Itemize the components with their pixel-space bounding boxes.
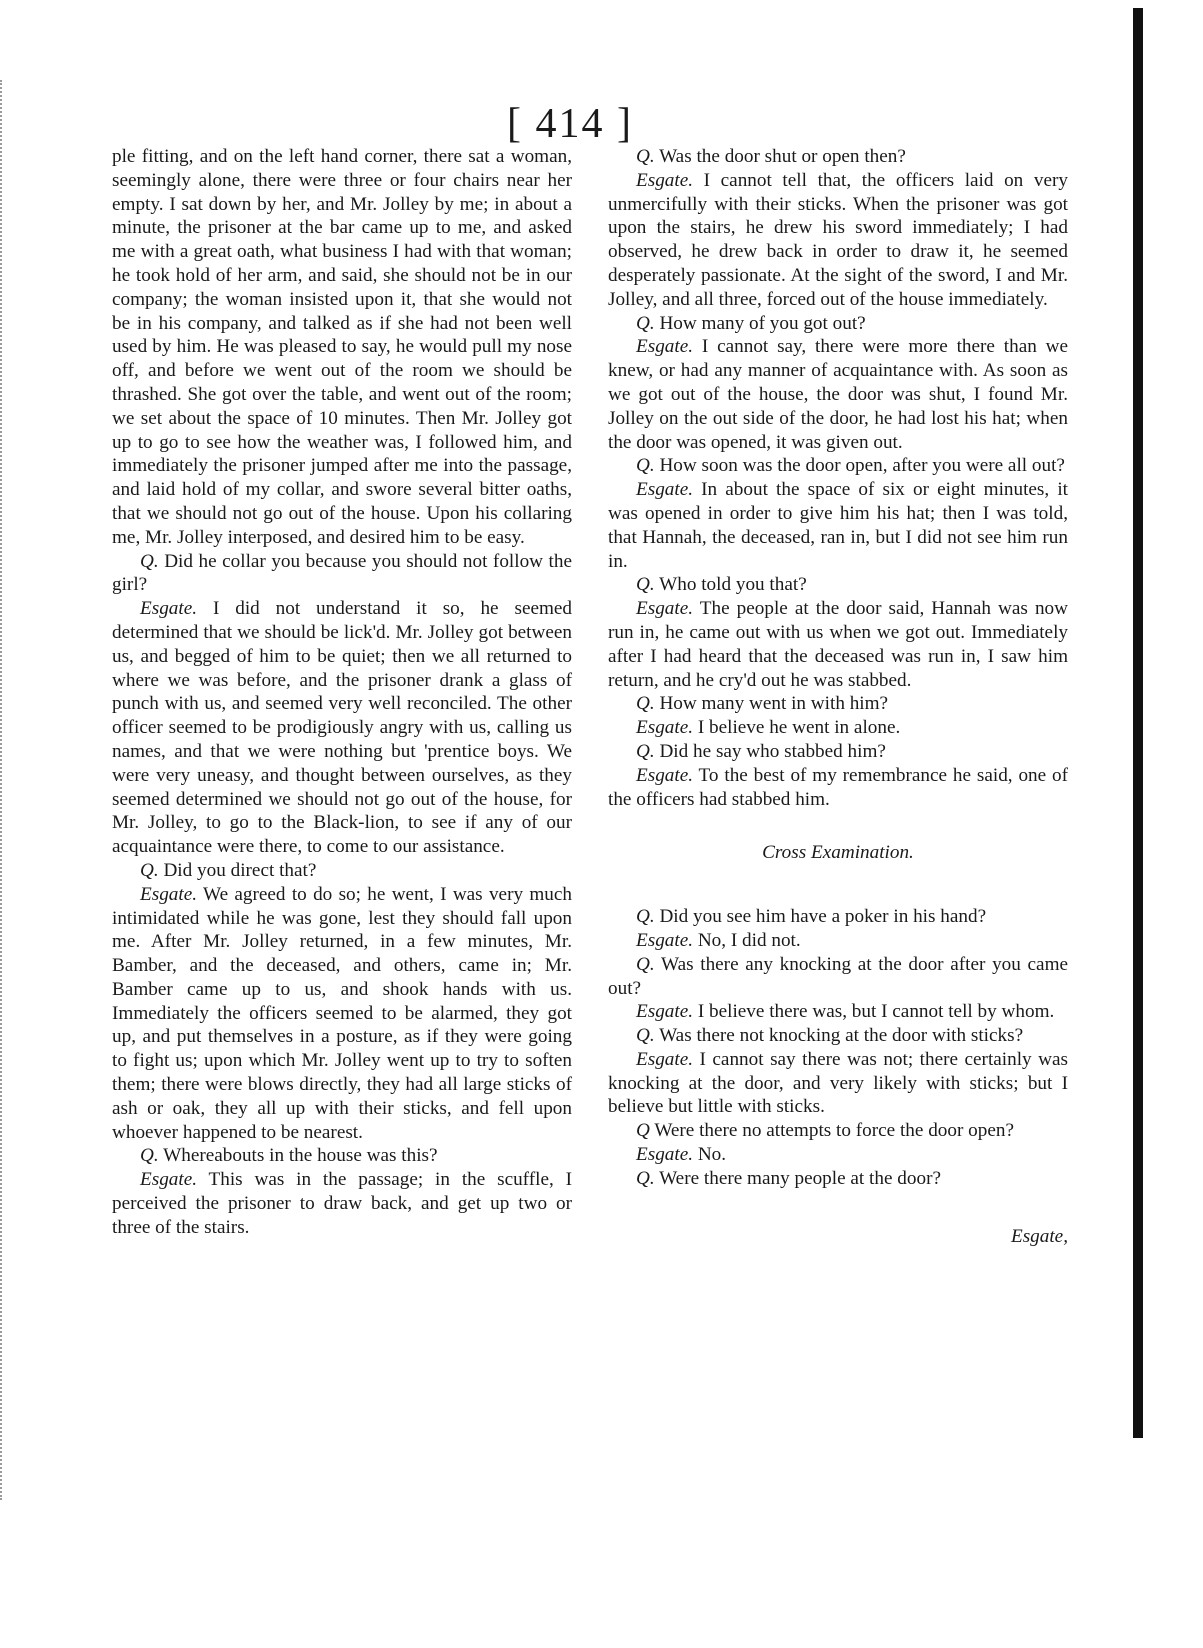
paragraph-text: No, I did not. [697,929,801,951]
right-edge-rule [1133,8,1143,1438]
paragraph-text: Did you see him have a poker in his hand? [659,906,987,928]
speaker-label: Esgate. [636,717,694,739]
paragraph-text: The people at the door said, Hannah was now run in, he came out with us when we got out. Immediately after I had heard that the deceased was run in, I saw him return, and he cry'd out he was stabbed. [608,598,1069,691]
section-heading [608,841,1068,865]
speaker-label: Q. [636,1025,655,1047]
speaker-label: Q. [636,455,655,477]
speaker-label: Esgate. [140,883,198,905]
speaker-label: Q. [140,1145,159,1167]
speaker-label: Esgate. [636,479,694,501]
paragraph-text: I believe he went in alone. [697,717,901,739]
paragraph-text: I cannot say there was not; there certainly was knocking at the door, and very likely with sticks; but I believe but little with sticks. [608,1048,1068,1118]
testimony-paragraph [608,692,1068,716]
paragraph-text: Was there any knocking at the door after you came out? [608,953,1069,999]
speaker-label: Esgate. [636,1048,694,1070]
testimony-paragraph [112,550,572,598]
speaker-label: Q. [140,859,159,881]
paragraph-text: No. [697,1144,727,1166]
testimony-paragraph [608,1048,1068,1119]
testimony-paragraph [608,716,1068,740]
speaker-label: Q. [636,740,655,762]
paragraph-text: I believe there was, but I cannot tell by whom. [697,1001,1055,1023]
speaker-label: Q. [636,693,655,715]
speaker-label: Q. [636,953,655,975]
paragraph-text: I did not understand it so, he seemed determined that we should be lick'd. Mr. Jolley got between us, and begged of him to be quiet; then we all returned to where we was before, and the prisoner drank a glass of punch with us, and seemed very well reconciled. The other officer seemed to be prodigiously angry with us, calling us names, and that we were nothing but 'prentice boys. We were very uneasy, and thought between ourselves, as they seemed determined we should not go out of the house, for Mr. Jolley, to go to the Black-lion, to see if any of our acquaintance were there, to come to our assistance. [112,598,573,858]
paragraph-text: Were there no attempts to force the door open? [654,1120,1014,1142]
testimony-paragraph [608,1024,1068,1048]
testimony-paragraph [608,1167,1068,1191]
paragraph-text: Were there many people at the door? [659,1167,941,1189]
speaker-label: Q [636,1120,650,1142]
catchword [608,1225,1068,1249]
paragraph-text: Did you direct that? [163,859,317,881]
testimony-paragraph [608,597,1068,692]
paragraph-text: How many went in with him? [659,693,889,715]
testimony-paragraph [608,145,1068,169]
speaker-label: Esgate. [636,764,694,786]
testimony-paragraph [608,169,1068,312]
paragraph-text: I cannot tell that, the officers laid on very unmercifully with their sticks. When the prisoner was got upon the stairs, he drew his sword immediately; I had observed, he drew back in order to draw it, he seemed desperately passionate. At the sight of the sword, I and Mr. Jolley, and all three, forced out of the house immediately. [608,169,1068,310]
speaker-label: Esgate. [636,169,694,191]
paragraph-text: Did he say who stabbed him? [659,740,886,762]
paragraph-text: I cannot say, there were more there than we knew, or had any manner of acquaintance with. As soon as we got out of the house, the door was shut, I found Mr. Jolley on the out side of the door, he had lost his hat; when the door was opened, it was given out. [608,336,1069,453]
speaker-label: Q. [636,146,655,167]
testimony-paragraph [608,1143,1068,1167]
paragraph-text: Did he collar you because you should not follow the girl? [112,550,572,596]
paragraph-text: How soon was the door open, after you were all out? [659,455,1065,477]
paragraph-text: This was in the passage; in the scuffle, I perceived the prisoner to draw back, and get up two or three of the stairs. [112,1169,572,1238]
speaker-label: Esgate. [636,1001,694,1023]
testimony-paragraph [608,953,1068,1001]
section-heading-text: Cross Examination. [762,842,914,864]
paragraph-text: How many of you got out? [659,312,866,334]
speaker-label: Q. [636,312,655,334]
testimony-paragraph [608,1000,1068,1024]
speaker-label: Esgate. [636,1144,694,1166]
speaker-label: Esgate. [140,598,198,620]
testimony-paragraph [112,597,572,859]
testimony-paragraph [608,764,1068,812]
speaker-label: Q. [636,574,655,596]
testimony-paragraph [608,573,1068,597]
paragraph-text: To the best of my remembrance he said, one of the officers had stabbed him. [608,764,1068,810]
testimony-paragraph [112,859,572,883]
speaker-label: Q. [636,1167,655,1189]
catchword-text: Esgate, [1010,1225,1068,1247]
testimony-paragraph [112,883,572,1145]
testimony-paragraph [608,454,1068,478]
speaker-label: Esgate. [636,929,694,951]
speaker-label: Q. [140,550,159,572]
paragraph-text: In about the space of six or eight minutes, it was opened in order to give him his hat; then I was told, that Hannah, the deceased, ran in, but I did not see him run in. [608,479,1068,572]
paragraph-text: Was the door shut or open then? [659,146,906,167]
right-column [608,145,1068,1248]
testimony-paragraph [112,145,572,550]
speaker-label: Esgate. [140,1169,198,1191]
testimony-paragraph [608,312,1068,336]
paragraph-text: We agreed to do so; he went, I was very much intimidated while he was gone, lest they should fall upon me. After Mr. Jolley returned, in a few minutes, Mr. Bamber, and the deceased, and others, came in; Mr. Bamber came up to us, and shook hands with us. Immediately the officers seemed to be alarmed, they got up, and put themselves in a posture, as if they were going to fight us; upon which Mr. Jolley went up to try to soften them; there were blows directly, they had all large sticks of ash or oak, they all up with their sticks, and fell upon whoever happened to be nearest. [112,883,572,1143]
paragraph-text: Whereabouts in the house was this? [163,1145,438,1167]
testimony-paragraph [608,740,1068,764]
page-edge-marks [0,80,8,1500]
paragraph-text: ple fitting, and on the left hand corner, there sat a woman, seemingly alone, there were three or four chairs near her empty. I sat down by her, and Mr. Jolley by me; in about a minute, the prisoner at the bar came up to me, and asked me with a great oath, what business I had with that woman; he took hold of her arm, and said, she should not be in our company; the woman insisted upon it, that she would not be in his company, and talked as if she had not been well used by him. He was pleased to say, he would pull my nose off, and before we went out of the room we should be thrashed. She got over the table, and went out of the room; we set about the space of 10 minutes. Then Mr. Jolley got up to go to see how the weather was, I followed him, and immediately the prisoner jumped after me into the passage, and laid hold of my collar, and swore several bitter oaths, that we should not go out of the house. Upon his collaring me, Mr. Jolley interposed, and desired him to be easy. [112,146,572,548]
testimony-paragraph [608,335,1068,454]
testimony-paragraph [112,1144,572,1168]
testimony-paragraph [608,1119,1068,1143]
left-column [112,145,572,1240]
speaker-label: Esgate. [636,336,694,358]
speaker-label: Q. [636,906,655,928]
paragraph-text: Was there not knocking at the door with sticks? [659,1025,1024,1047]
testimony-paragraph [608,905,1068,929]
testimony-paragraph [112,1168,572,1239]
paragraph-text: Who told you that? [659,574,807,596]
testimony-paragraph [608,929,1068,953]
speaker-label: Esgate. [636,598,694,620]
testimony-paragraph [608,478,1068,573]
page-number: [ 414 ] [507,101,633,147]
